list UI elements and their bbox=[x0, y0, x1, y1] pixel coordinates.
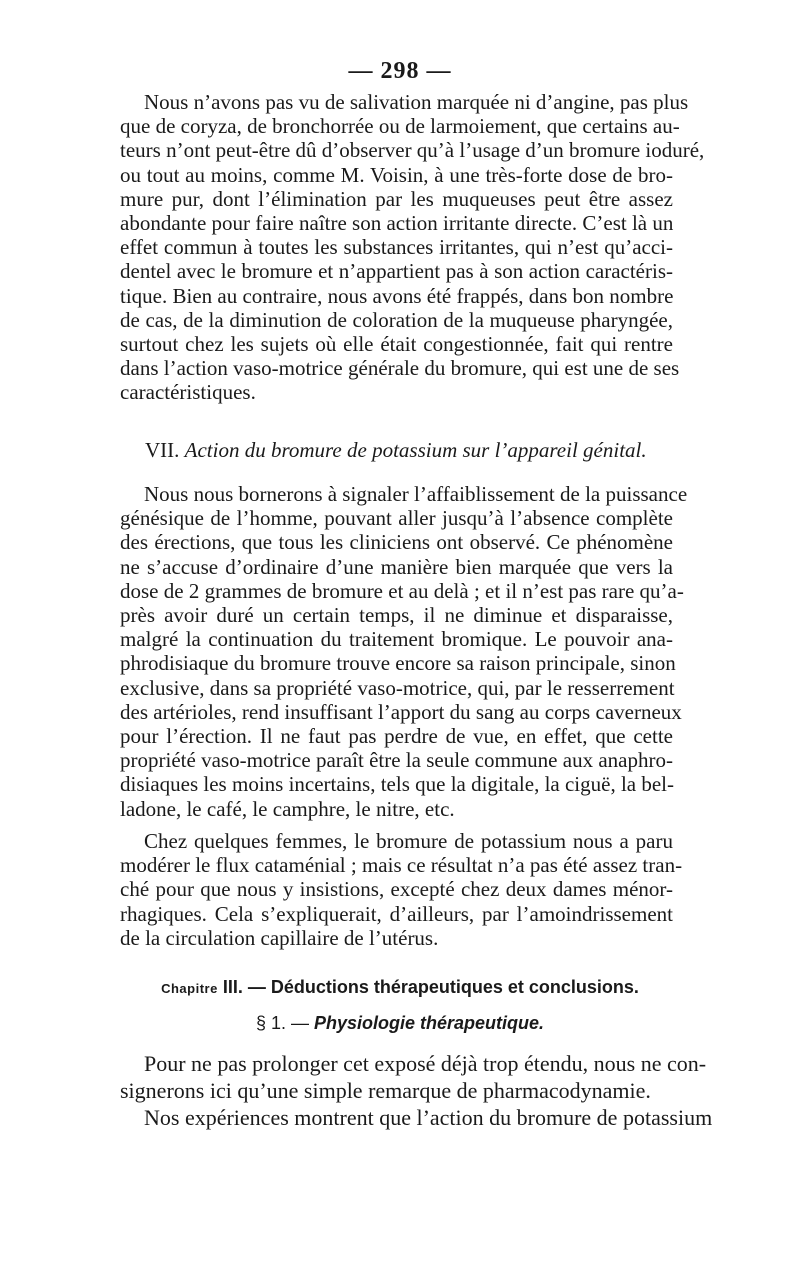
page-number: — 298 — bbox=[348, 58, 452, 84]
section-title: Action du bromure de potassium sur l’appareil génital. bbox=[184, 438, 647, 462]
chapter-number: III. bbox=[222, 977, 243, 997]
text-line: exclusive, dans sa propriété vaso-motrice, qui, par le resserrement bbox=[120, 675, 675, 700]
text-line: génésique de l’homme, pouvant aller jusqu’à l’absence complète bbox=[120, 506, 673, 531]
text-line: ou tout au moins, comme M. Voisin, à une très-forte dose de bro- bbox=[120, 162, 673, 187]
chapter-heading bbox=[0, 977, 800, 998]
text-line: mure pur, dont l’élimination par les muqueuses peut être assez bbox=[120, 186, 673, 211]
paragraph-salivation bbox=[120, 90, 705, 405]
text-line: ne s’accuse d’ordinaire d’une manière bien marquée que vers la bbox=[120, 554, 673, 579]
chapter-title: — Déductions thérapeutiques et conclusions. bbox=[247, 977, 639, 997]
text-line: surtout chez les sujets où elle était congestionnée, fait qui rentre bbox=[120, 332, 673, 357]
paragraph-genital bbox=[120, 482, 688, 821]
text-line: de la circulation capillaire de l’utérus. bbox=[120, 925, 439, 950]
text-line: signerons ici qu’une simple remarque de pharmacodynamie. bbox=[120, 1078, 651, 1103]
subsection-number: § 1. — bbox=[255, 1013, 309, 1033]
text-line: effet commun à toutes les substances irritantes, qui n’est qu’acci- bbox=[120, 235, 673, 260]
chapter-label: Chapitre bbox=[161, 981, 218, 996]
subsection-heading bbox=[0, 1013, 800, 1034]
text-line: des artérioles, rend insuffisant l’apport du sang au corps caverneux bbox=[120, 699, 682, 724]
text-line: près avoir duré un certain temps, il ne diminue et disparaisse, bbox=[120, 603, 673, 628]
text-line: ché pour que nous y insistions, excepté chez deux dames ménor- bbox=[120, 877, 673, 902]
text-line: Nous nous bornerons à signaler l’affaiblissement de la puissance bbox=[144, 482, 688, 506]
text-line: disiaques les moins incertains, tels que la digitale, la ciguë, la bel- bbox=[120, 772, 675, 797]
text-line: abondante pour faire naître son action irritante directe. C’est là un bbox=[120, 211, 674, 236]
section-number: VII. bbox=[145, 438, 180, 462]
text-line: dentel avec le bromure et n’appartient pas à son action caractéris- bbox=[120, 259, 673, 284]
text-line: modérer le flux cataménial ; mais ce résultat n’a pas été assez tran- bbox=[120, 853, 683, 878]
subsection-title: Physiologie thérapeutique. bbox=[314, 1013, 545, 1033]
text-line: dans l’action vaso-motrice générale du bromure, qui est une de ses bbox=[120, 356, 680, 381]
text-line: caractéristiques. bbox=[120, 380, 256, 405]
text-line: des érections, que tous les cliniciens ont observé. Ce phénomène bbox=[120, 530, 673, 555]
text-line: de cas, de la diminution de coloration de la muqueuse pharyngée, bbox=[120, 307, 673, 332]
text-line: Chez quelques femmes, le bromure de potassium nous a paru bbox=[144, 829, 673, 853]
text-line: que de coryza, de bronchorrée ou de larmoiement, que certains au- bbox=[120, 114, 680, 139]
text-line: malgré la continuation du traitement bromique. Le pouvoir ana- bbox=[120, 627, 673, 652]
section-heading bbox=[145, 438, 647, 463]
text-line: teurs n’ont peut-être dû d’observer qu’à l’usage d’un bromure ioduré, bbox=[120, 138, 705, 163]
text-line: phrodisiaque du bromure trouve encore sa raison principale, sinon bbox=[120, 651, 676, 676]
text-line: tique. Bien au contraire, nous avons été frappés, dans bon nombre bbox=[120, 283, 674, 308]
paragraph-experiences bbox=[120, 1104, 713, 1131]
text-line: pour l’érection. Il ne faut pas perdre de vue, en effet, que cette bbox=[120, 724, 673, 749]
text-line: dose de 2 grammes de bromure et au delà ; et il n’est pas rare qu’a- bbox=[120, 578, 684, 603]
text-line: Nos expériences montrent que l’action du bromure de potassium bbox=[144, 1105, 713, 1130]
text-line: rhagiques. Cela s’expliquerait, d’ailleurs, par l’amoindrissement bbox=[120, 901, 673, 926]
paragraph-pharmacodynamie bbox=[120, 1050, 707, 1104]
text-line: Pour ne pas prolonger cet exposé déjà trop étendu, nous ne con- bbox=[144, 1051, 707, 1076]
paragraph-women bbox=[120, 829, 683, 950]
text-line: propriété vaso-motrice paraît être la seule commune aux anaphro- bbox=[120, 748, 673, 773]
text-line: ladone, le café, le camphre, le nitre, etc. bbox=[120, 796, 455, 821]
text-line: Nous n’avons pas vu de salivation marquée ni d’angine, pas plus bbox=[144, 90, 689, 114]
